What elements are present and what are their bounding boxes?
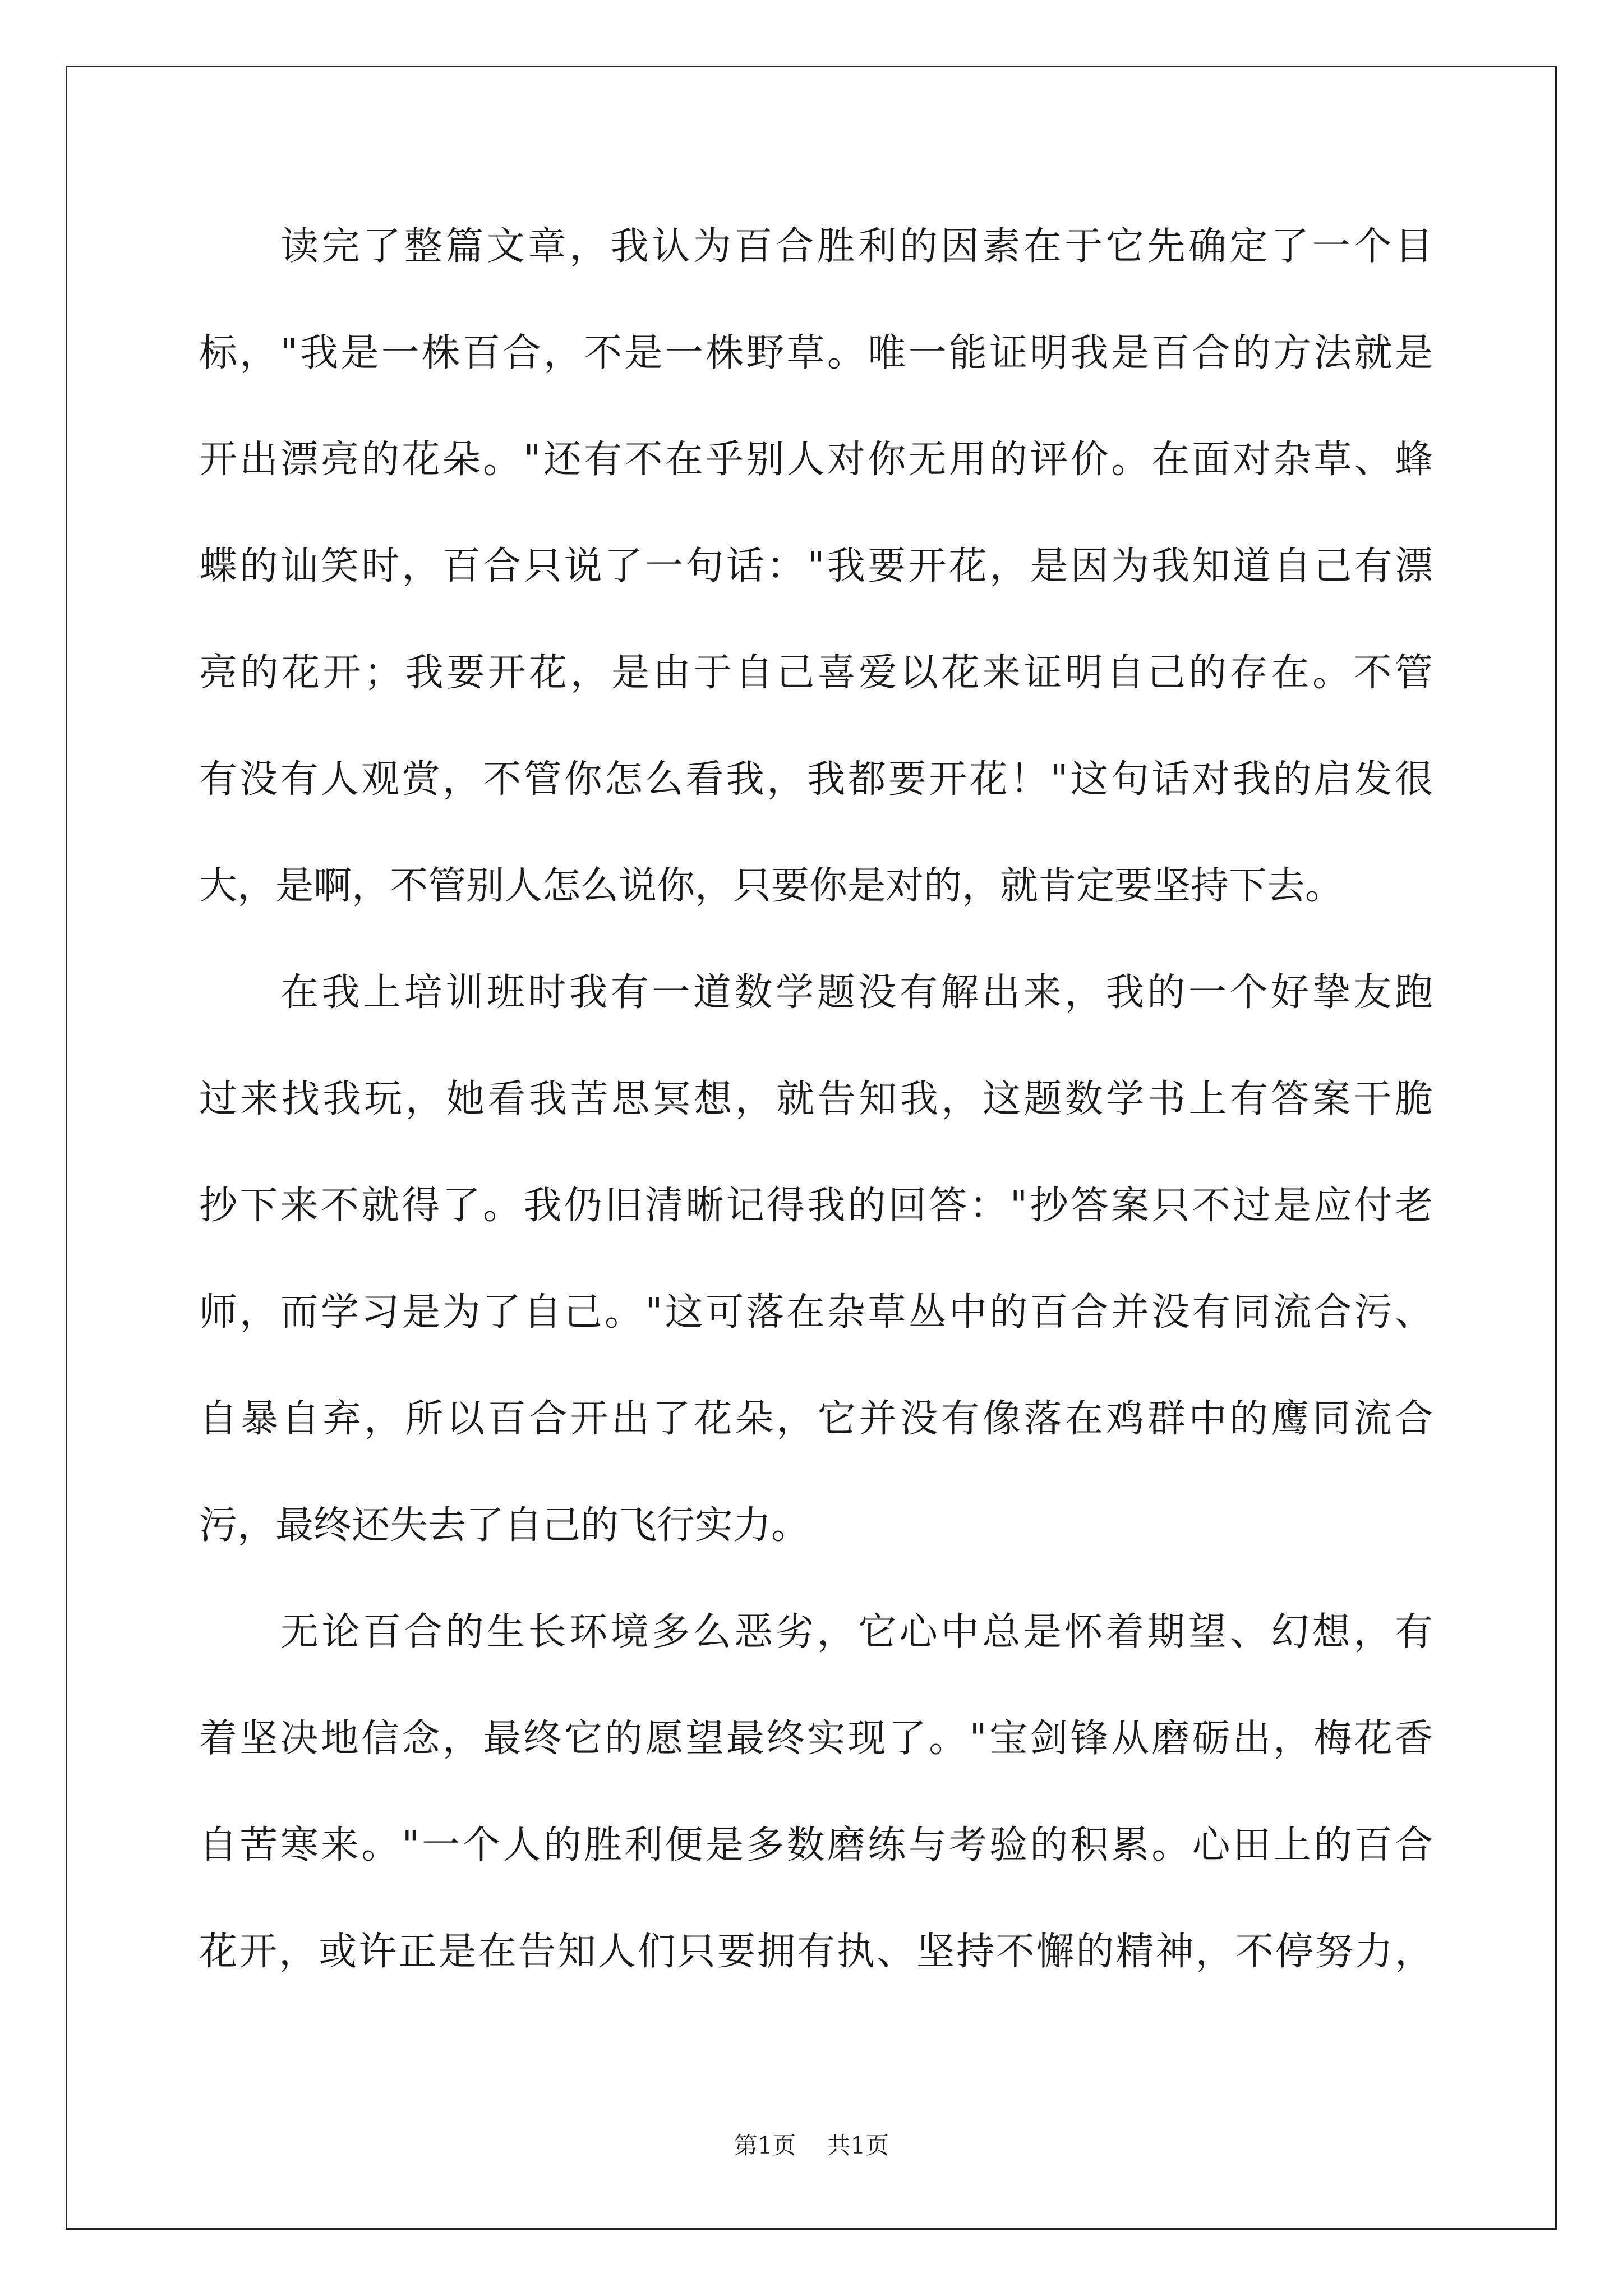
paragraph-1-line-3: 开出漂亮的花朵。"还有不在乎别人对你无用的评价。在面对杂草、蜂 <box>199 438 1433 482</box>
paragraph-3-line-1: 无论百合的生长环境多么恶劣，它心中总是怀着期望、幻想，有 <box>280 1610 1433 1654</box>
paragraph-1-line-7: 大，是啊，不管别人怎么说你，只要你是对的，就肯定要坚持下去。 <box>199 864 1344 908</box>
paragraph-2-line-4: 师，而学习是为了自己。"这可落在杂草丛中的百合并没有同流合污、 <box>199 1290 1433 1335</box>
paragraph-1-line-4: 蝶的讪笑时，百合只说了一句话："我要开花，是因为我知道自己有漂 <box>199 544 1433 588</box>
paragraph-1-line-2: 标，"我是一株百合，不是一株野草。唯一能证明我是百合的方法就是 <box>199 331 1433 375</box>
paragraph-2-line-2: 过来找我玩，她看我苦思冥想，就告知我，这题数学书上有答案干脆 <box>199 1077 1433 1121</box>
page-number: 第1页 <box>734 2132 796 2159</box>
page-total: 共1页 <box>827 2132 889 2159</box>
paragraph-1-line-6: 有没有人观赏，不管你怎么看我，我都要开花！"这句话对我的启发很 <box>199 757 1433 802</box>
paragraph-2-line-3: 抄下来不就得了。我仍旧清晰记得我的回答："抄答案只不过是应付老 <box>199 1184 1433 1228</box>
paragraph-1-line-5: 亮的花开；我要开花，是由于自己喜爱以花来证明自己的存在。不管 <box>199 651 1433 695</box>
paragraph-2-line-5: 自暴自弃，所以百合开出了花朵，它并没有像落在鸡群中的鹰同流合 <box>199 1397 1433 1441</box>
paragraph-3-line-3: 自苦寒来。"一个人的胜利便是多数磨练与考验的积累。心田上的百合 <box>199 1823 1433 1867</box>
paragraph-2-line-6: 污，最终还失去了自己的飞行实力。 <box>199 1503 810 1548</box>
paragraph-3-line-4: 花开，或许正是在告知人们只要拥有执、坚持不懈的精神，不停努力， <box>199 1930 1433 1974</box>
paragraph-1-line-1: 读完了整篇文章，我认为百合胜利的因素在于它先确定了一个目 <box>280 224 1433 269</box>
page-footer <box>0 2129 1623 2162</box>
paragraph-3-line-2: 着坚决地信念，最终它的愿望最终实现了。"宝剑锋从磨砺出，梅花香 <box>199 1717 1433 1761</box>
page-border <box>66 66 1557 2230</box>
paragraph-2-line-1: 在我上培训班时我有一道数学题没有解出来，我的一个好挚友跑 <box>280 970 1433 1015</box>
